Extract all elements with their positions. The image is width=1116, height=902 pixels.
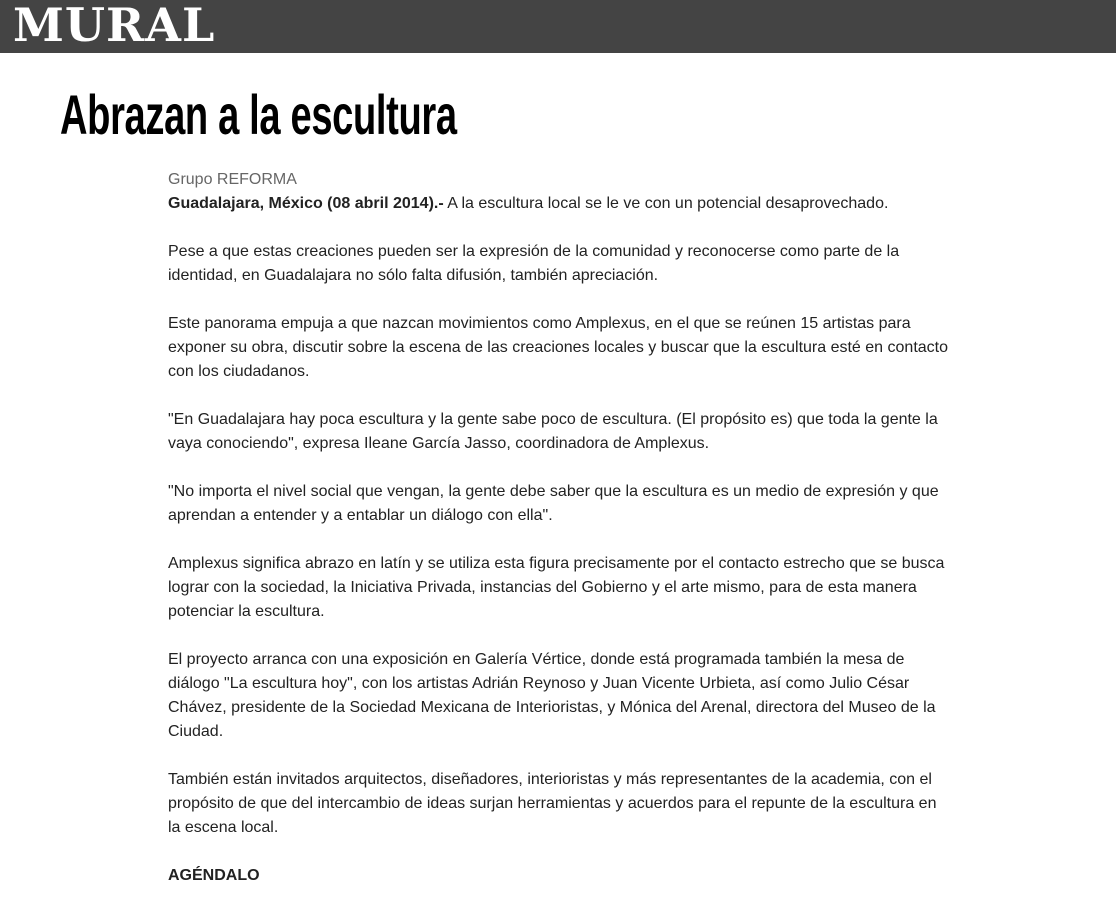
article-paragraph: Amplexus significa abrazo en latín y se utiliza esta figura precisamente por el contacto estrecho que se busca lograr con la sociedad, la Iniciativa Privada, instancias del Gobierno y el arte mismo, para de esta manera potenciar la escultura. [168, 555, 945, 620]
article-lead [168, 192, 948, 216]
article-paragraph: También están invitados arquitectos, diseñadores, interioristas y más representantes de la academia, con el propósito de que del intercambio de ideas surjan herramientas y acuerdos para el repunte de la escultura en la escena local. [168, 771, 937, 836]
article-lead-text: A la escultura local se le ve con un potencial desaprovechado. [443, 195, 889, 212]
article-byline: Grupo REFORMA [168, 171, 297, 188]
article-paragraph: "En Guadalajara hay poca escultura y la gente sabe poco de escultura. (El propósito es) que toda la gente la vaya conociendo", expresa Ileane García Jasso, coordinadora de Amplexus. [168, 411, 938, 452]
article-paragraph: Este panorama empuja a que nazcan movimientos como Amplexus, en el que se reúnen 15 artistas para exponer su obra, discutir sobre la escena de las creaciones locales y buscar que la escultura esté en contacto con los ciudadanos. [168, 315, 948, 380]
article-paragraph: Pese a que estas creaciones pueden ser la expresión de la comunidad y reconocerse como parte de la identidad, en Guadalajara no sólo falta difusión, también apreciación. [168, 243, 900, 284]
scrollbar-track[interactable] [1100, 53, 1116, 902]
article-paragraph: "No importa el nivel social que vengan, la gente debe saber que la escultura es un medio de expresión y que aprendan a entender y a entablar un diálogo con ella". [168, 483, 939, 524]
site-logo[interactable]: MURAL [13, 0, 216, 52]
section-heading: AGÉNDALO [168, 867, 260, 884]
article-paragraph: El proyecto arranca con una exposición en Galería Vértice, donde está programada también la mesa de diálogo "La escultura hoy", con los artistas Adrián Reynoso y Juan Vicente Urbieta, así como Julio César Chávez, presidente de la Sociedad Mexicana de Interioristas, y Mónica del Arenal, directora del Museo de la Ciudad. [168, 651, 936, 740]
site-header [0, 0, 1116, 53]
article-body [168, 168, 948, 888]
article-dateline: Guadalajara, México (08 abril 2014).- [168, 195, 444, 212]
article-title: Abrazan a la escultura [60, 83, 457, 146]
